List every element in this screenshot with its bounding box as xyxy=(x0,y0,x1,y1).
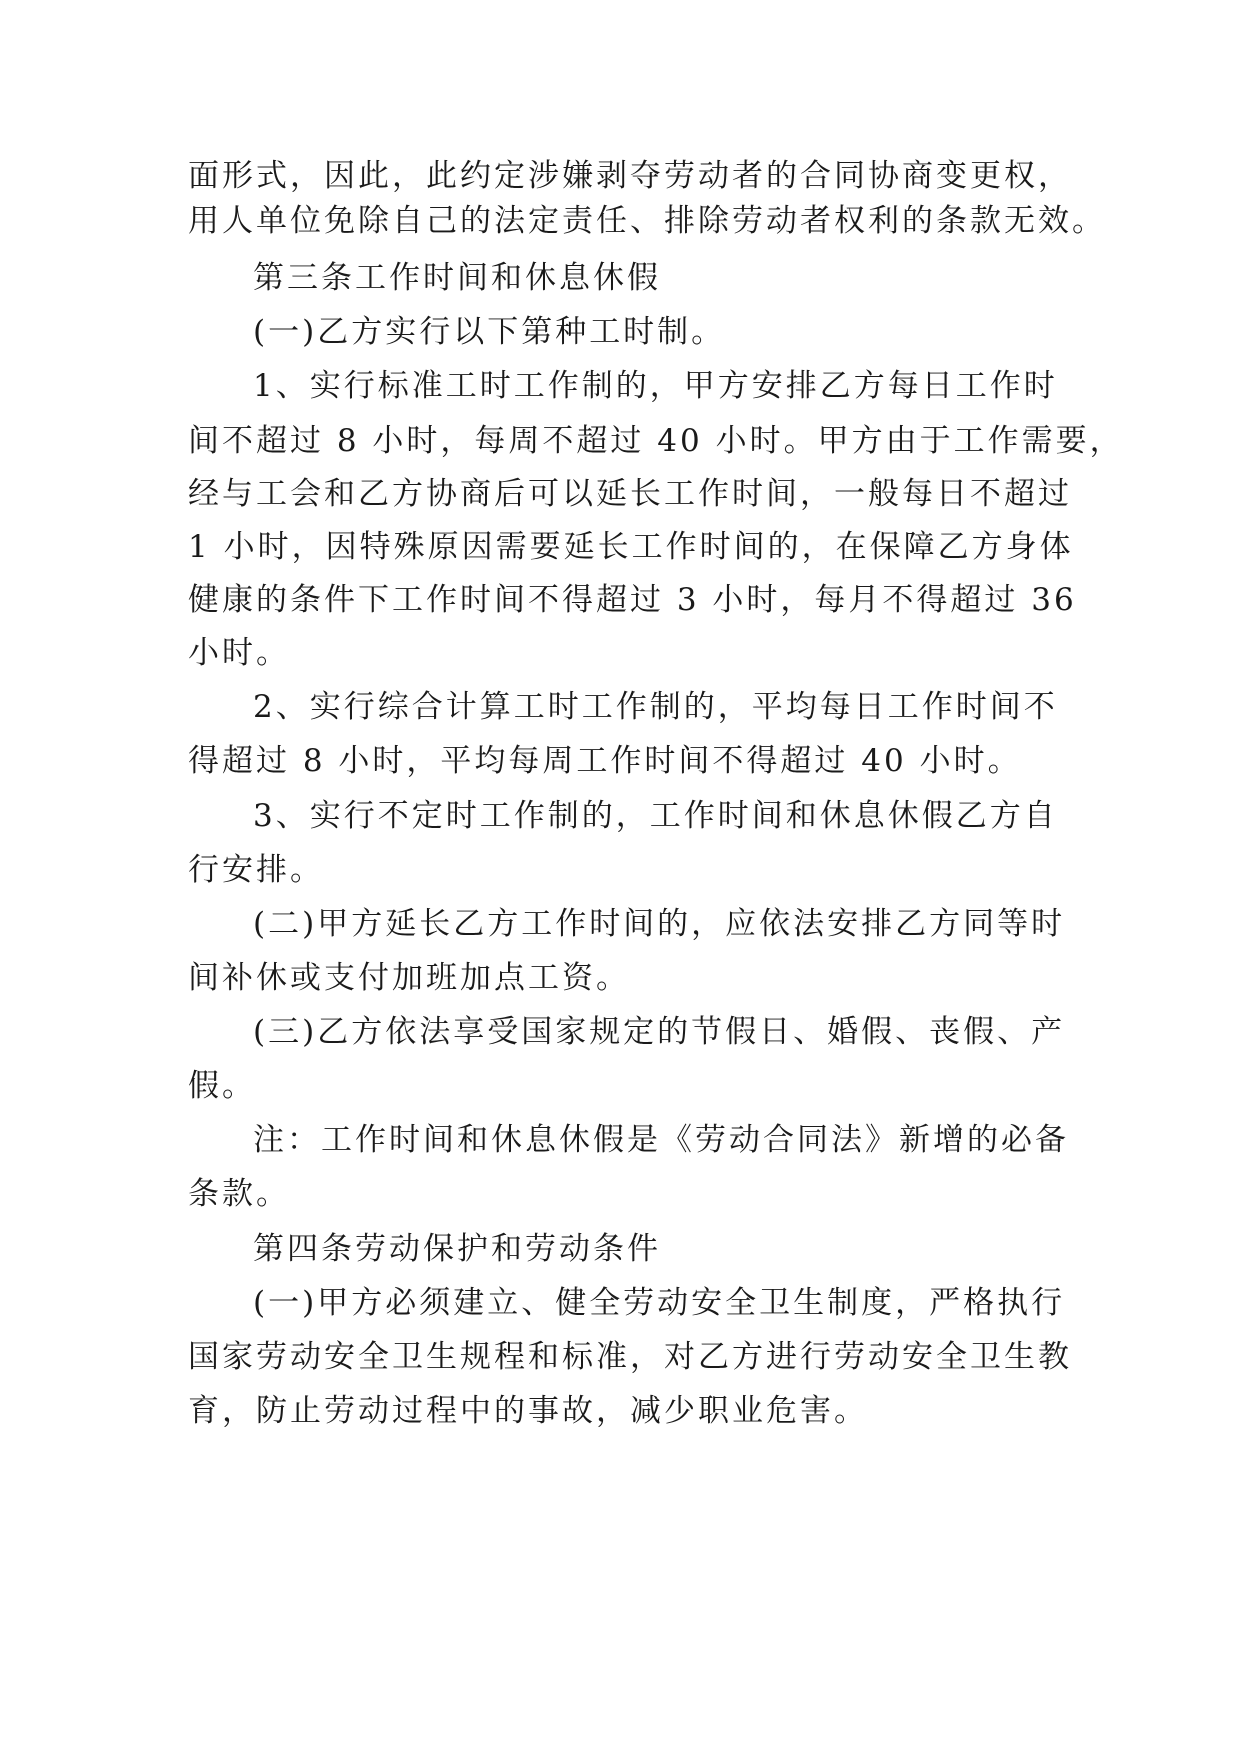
text-line: 1、实行标准工时工作制的，甲方安排乙方每日工作时 xyxy=(253,368,1058,404)
text-line: 育，防止劳动过程中的事故，减少职业危害。 xyxy=(188,1393,868,1429)
text-line: 行安排。 xyxy=(188,852,324,888)
section-heading: 第四条劳动保护和劳动条件 xyxy=(253,1231,661,1267)
text-line: 用人单位免除自己的法定责任、排除劳动者权利的条款无效。 xyxy=(188,203,1106,239)
text-line: 健康的条件下工作时间不得超过 3 小时，每月不得超过 36 xyxy=(188,582,1077,618)
text-line: (二)甲方延长乙方工作时间的，应依法安排乙方同等时 xyxy=(253,906,1066,942)
text-line: 经与工会和乙方协商后可以延长工作时间，一般每日不超过 xyxy=(188,476,1072,512)
text-line: 间补休或支付加班加点工资。 xyxy=(188,960,630,996)
text-line: (一)乙方实行以下第种工时制。 xyxy=(253,314,726,350)
text-line: 3、实行不定时工作制的，工作时间和休息休假乙方自 xyxy=(253,798,1058,834)
text-line: 2、实行综合计算工时工作制的，平均每日工作时间不 xyxy=(253,689,1058,725)
text-line: 1 小时，因特殊原因需要延长工作时间的，在保障乙方身体 xyxy=(188,529,1074,565)
note-line: 条款。 xyxy=(188,1176,290,1212)
text-line: 国家劳动安全卫生规程和标准，对乙方进行劳动安全卫生教 xyxy=(188,1339,1072,1375)
text-line: 间不超过 8 小时，每周不超过 40 小时。甲方由于工作需要， xyxy=(188,423,1124,459)
text-line: 面形式，因此，此约定涉嫌剥夺劳动者的合同协商变更权， xyxy=(188,158,1072,194)
text-line: (一)甲方必须建立、健全劳动安全卫生制度，严格执行 xyxy=(253,1285,1066,1321)
text-line: 假。 xyxy=(188,1068,256,1104)
section-heading: 第三条工作时间和休息休假 xyxy=(253,260,661,296)
text-line: (三)乙方依法享受国家规定的节假日、婚假、丧假、产 xyxy=(253,1014,1066,1050)
text-line: 小时。 xyxy=(188,635,290,671)
note-line: 注：工作时间和休息休假是《劳动合同法》新增的必备 xyxy=(253,1122,1069,1158)
text-line: 得超过 8 小时，平均每周工作时间不得超过 40 小时。 xyxy=(188,743,1022,779)
